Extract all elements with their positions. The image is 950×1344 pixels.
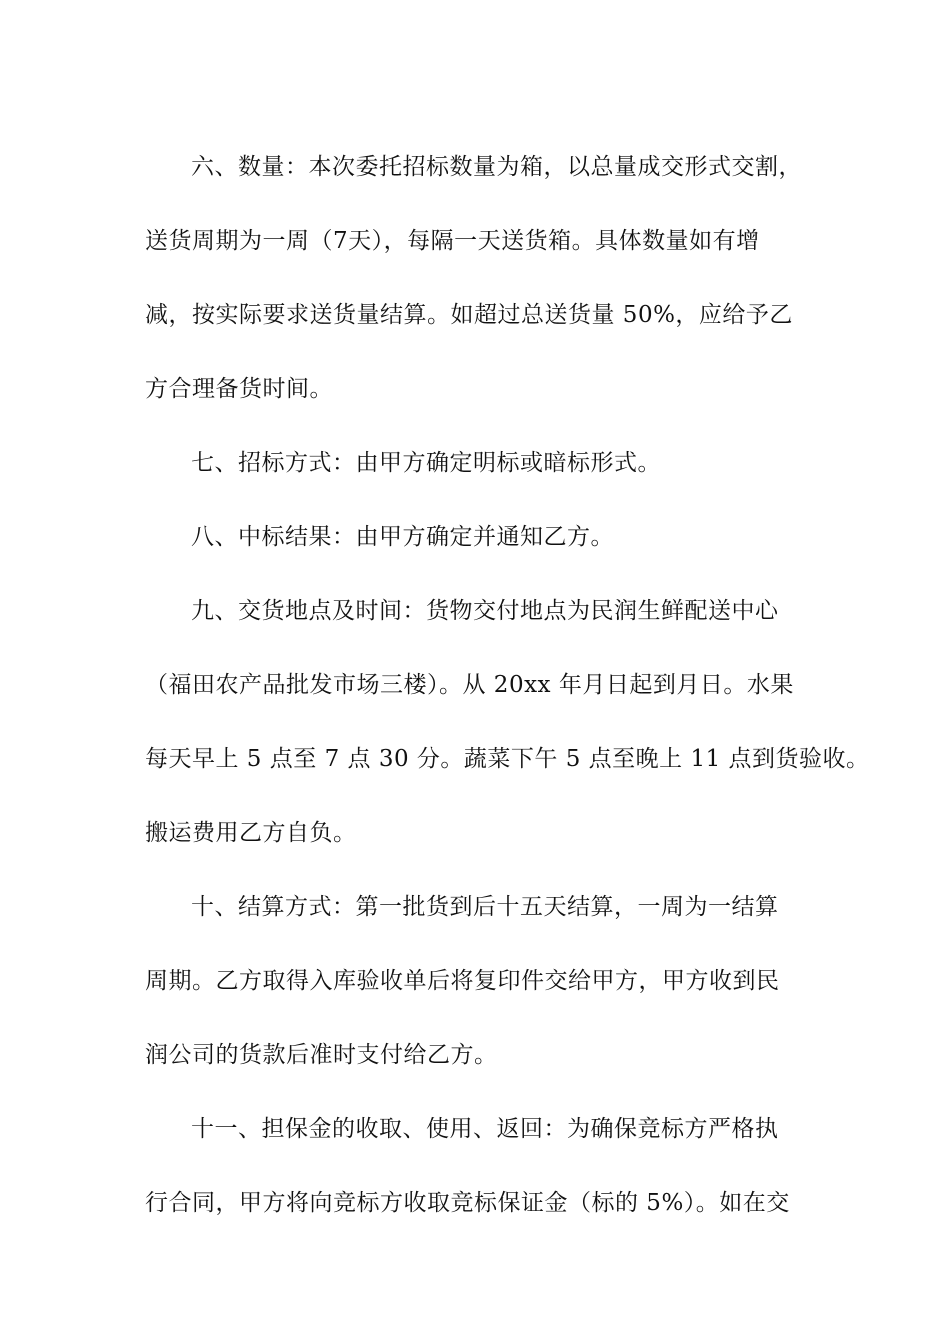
text-line: 八、中标结果：由甲方确定并通知乙方。 <box>191 524 614 550</box>
paragraph-deposit <box>145 1092 810 1240</box>
text-line: 七、招标方式：由甲方确定明标或暗标形式。 <box>191 450 661 476</box>
text-line: 每天早上 5 点至 7 点 30 分。蔬菜下午 5 点至晚上 11 点到货验收。 <box>145 746 870 772</box>
text-line: 搬运费用乙方自负。 <box>145 820 357 846</box>
text-line: 十一、担保金的收取、使用、返回：为确保竞标方严格执 <box>191 1116 779 1142</box>
paragraph-delivery <box>145 574 870 870</box>
text-line: 九、交货地点及时间：货物交付地点为民润生鲜配送中心 <box>191 598 779 624</box>
text-line: （福田农产品批发市场三楼）。从 20xx 年月日起到月日。水果 <box>145 672 794 698</box>
text-line: 六、数量：本次委托招标数量为箱，以总量成交形式交割， <box>191 154 802 180</box>
text-line: 周期。乙方取得入库验收单后将复印件交给甲方，甲方收到民 <box>145 968 780 994</box>
text-line: 减，按实际要求送货量结算。如超过总送货量 50%，应给予乙 <box>145 302 793 328</box>
text-line: 润公司的货款后准时支付给乙方。 <box>145 1042 498 1068</box>
paragraph-settlement <box>145 870 810 1092</box>
text-line: 方合理备货时间。 <box>145 376 333 402</box>
paragraph-bidding-method <box>145 426 810 500</box>
document-body <box>145 130 870 1240</box>
text-line: 十、结算方式：第一批货到后十五天结算，一周为一结算 <box>191 894 779 920</box>
paragraph-bid-result <box>145 500 810 574</box>
text-line: 行合同，甲方将向竞标方收取竞标保证金（标的 5%）。如在交 <box>145 1190 790 1216</box>
text-line: 送货周期为一周（7天），每隔一天送货箱。具体数量如有增 <box>145 228 760 254</box>
paragraph-quantity <box>145 130 810 426</box>
